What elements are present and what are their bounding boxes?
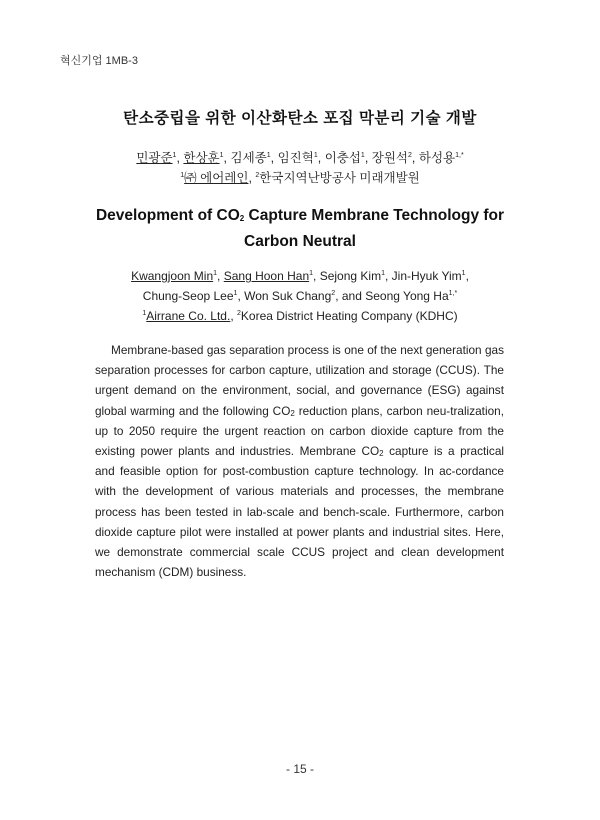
english-title bbox=[80, 203, 520, 255]
author-affiliation-mark: 2 bbox=[331, 290, 336, 297]
author-affiliation-mark: 1 bbox=[309, 270, 314, 277]
english-title-part: Development of CO bbox=[95, 207, 240, 224]
abstract-subscript: 2 bbox=[379, 449, 384, 459]
abstract-text: capture is a practical and feasible option for post-combustion capture technology. In ac-cordance with the development of various materials and processes, the membrane process has been tested in lab-scale and bench-scale. Furthermore, carbon dioxide capture pilot were installed at power plants and industrial sites. Here, we demonstrate commercial scale CCUS project and clean development mechanism (CDM) business. bbox=[95, 444, 504, 580]
english-affiliations: $^1$Airrane Co. Ltd., $^2$Korea District Heating Company (KDHC) bbox=[142, 309, 458, 323]
abstract-text: reduction plans, carbon neu-tralization, up to 2050 require the urgent reaction on carbon dioxide capture from the existing power plants and industries. Membrane CO bbox=[95, 403, 504, 459]
korean-affiliation-1: ㈜ 에어레인 bbox=[184, 171, 249, 185]
affiliation-mark: 1 bbox=[142, 310, 147, 317]
section-tag: 혁신기업 1MB-3 bbox=[60, 55, 138, 67]
abstract-paragraph bbox=[95, 340, 504, 582]
english-affiliation-2: Korea District Heating Company (KDHC) bbox=[240, 309, 458, 323]
author-affiliation-mark: 2 bbox=[408, 152, 412, 159]
korean-author-list: 민광준$^1$, 한상훈$^1$, 김세종$^1$, 임진혁$^1$, 이충섭$^1$, 장원석$^2$, 하성용$^{1,*}$ bbox=[136, 151, 464, 165]
conjunction: and bbox=[341, 289, 362, 303]
korean-authors-block bbox=[0, 148, 600, 188]
korean-author-name: 이충섭 bbox=[324, 151, 361, 165]
affiliation-mark: 1 bbox=[180, 172, 185, 179]
english-author-name: Jin-Hyuk Yim bbox=[391, 269, 462, 283]
korean-author-name: 임진혁 bbox=[277, 151, 314, 165]
author-affiliation-mark: 1,* bbox=[448, 290, 458, 297]
english-author-name: Sejong Kim bbox=[319, 269, 382, 283]
english-author-line-1: Kwangjoon Min$^1$, Sang Hoon Han$^1$, Sejong Kim$^1$, Jin-Hyuk Yim$^1$, bbox=[131, 269, 469, 283]
author-affiliation-mark: 1 bbox=[213, 270, 218, 277]
page-number: - 15 - bbox=[285, 762, 314, 776]
english-title-line2: Carbon Neutral bbox=[244, 233, 356, 250]
korean-author-name: 한상훈 bbox=[183, 151, 220, 165]
english-author-line-2: Chung-Seop Lee$^1$, Won Suk Chang$^2$, and Seong Yong $Ha^{1,*}$ bbox=[142, 289, 458, 303]
korean-author-name: 민광준 bbox=[136, 151, 173, 165]
author-affiliation-mark: 1 bbox=[233, 290, 238, 297]
author-affiliation-mark: 1 bbox=[172, 152, 177, 159]
english-author-name: Won Suk Chang bbox=[244, 289, 332, 303]
english-title-subscript: 2 bbox=[239, 214, 245, 223]
author-affiliation-mark: 1 bbox=[313, 152, 318, 159]
author-affiliation-mark: 1 bbox=[360, 152, 365, 159]
author-affiliation-mark: 1 bbox=[461, 270, 466, 277]
abstract-text: Membrane-based gas separation process is one of the next generation gas separation processes for carbon capture, utilization and storage (CCUS). The urgent demand on the environment, social, and governance (ESG) against global warming and the following CO bbox=[95, 343, 504, 418]
korean-author-name: 하성용 bbox=[418, 151, 456, 165]
korean-affiliation-2: 한국지역난방공사 미래개발원 bbox=[259, 171, 420, 185]
affiliation-mark: 2 bbox=[236, 310, 241, 317]
author-affiliation-mark: 1 bbox=[266, 152, 271, 159]
english-author-name: Sang Hoon Han bbox=[223, 269, 310, 283]
english-authors-block bbox=[0, 266, 600, 326]
english-author-name: Seong Yong Ha bbox=[365, 289, 449, 303]
korean-title: 탄소중립을 위한 이산화탄소 포집 막분리 기술 개발 bbox=[123, 110, 477, 127]
author-affiliation-mark: 1,* bbox=[455, 152, 464, 159]
affiliation-mark: 2 bbox=[255, 172, 260, 179]
korean-author-name: 김세종 bbox=[230, 151, 267, 165]
author-affiliation-mark: 1 bbox=[219, 152, 224, 159]
english-affiliation-1: Airrane Co. Ltd. bbox=[146, 309, 231, 323]
korean-affiliations: $^1$㈜ 에어레인, $^2$한국지역난방공사 미래개발원 bbox=[180, 171, 420, 185]
abstract-subscript: 2 bbox=[290, 408, 295, 418]
author-affiliation-mark: 1 bbox=[381, 270, 385, 277]
english-author-name: Kwangjoon Min bbox=[131, 269, 214, 283]
korean-author-name: 장원석 bbox=[371, 151, 409, 165]
english-author-name: Chung-Seop Lee bbox=[142, 289, 234, 303]
english-title-part: Capture Membrane Technology for bbox=[244, 207, 505, 224]
